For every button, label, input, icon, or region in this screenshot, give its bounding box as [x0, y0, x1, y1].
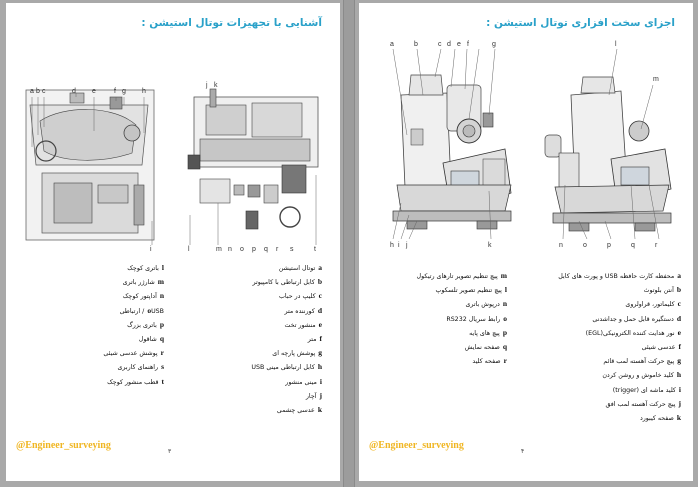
- callout-c: c: [438, 41, 442, 48]
- list-item: eمنشور تخت: [284, 319, 322, 329]
- page-gutter: [343, 0, 355, 487]
- list-item: jآچار: [305, 390, 322, 400]
- callout-f: f: [114, 88, 116, 95]
- callout-h: h: [390, 242, 394, 249]
- list-item: cکلیماتور، قراولروی: [625, 299, 681, 309]
- list-item: fمتر: [307, 333, 322, 343]
- document-page-left: [6, 3, 340, 481]
- callout-f: f: [467, 41, 469, 48]
- callout-t: t: [314, 246, 316, 253]
- carrying-case-figure: [24, 35, 160, 255]
- list-item: bکابل ارتباطی با کامپیوتر: [252, 277, 322, 287]
- list-item: pپیچ های پایه: [469, 327, 507, 337]
- list-item: sراهنمای کاربری: [117, 362, 164, 372]
- callout-n: n: [228, 246, 232, 253]
- callout-n: n: [559, 242, 563, 249]
- list-item: aتوتال استیشن: [278, 263, 322, 272]
- list-item: qصفحه نمایش: [464, 341, 507, 351]
- page-title: آشنایی با تجهیزات توتال استیشن :: [141, 17, 322, 29]
- list-item: pباتری بزرگ: [127, 319, 164, 329]
- list-item: hکابل ارتباطی مینی USB: [251, 362, 322, 372]
- callout-m: m: [653, 76, 659, 83]
- callout-d: d: [447, 41, 451, 48]
- list-item: oرابط سریال RS232: [446, 313, 507, 323]
- list-item: bآنتن بلوتوث: [643, 285, 681, 295]
- callout-k: k: [488, 242, 492, 249]
- callout-j: j: [206, 82, 208, 89]
- callout-g: g: [122, 88, 126, 95]
- page-number: ۴: [521, 448, 525, 455]
- list-item: rپوشش عدسی شیئی: [103, 348, 164, 358]
- page-title: اجزای سخت افزاری توتال استیشن :: [486, 17, 675, 29]
- document-page-right: [359, 3, 693, 481]
- callout-k: k: [214, 82, 218, 89]
- list-item: kعدسی چشمی: [276, 404, 322, 414]
- list-item: dدستگیره قابل حمل و جداشدنی: [592, 313, 681, 323]
- callout-e: e: [92, 88, 96, 95]
- list-item: aمحفظه کارت حافظه USB و پورت های کابل: [558, 271, 681, 280]
- list-item: dکورننده متر: [284, 305, 322, 315]
- callout-q: q: [264, 246, 268, 253]
- callout-o: o: [240, 246, 244, 253]
- list-item: hکلید خاموش و روشن کردن: [602, 370, 681, 380]
- list-item: rصفحه کلید: [472, 356, 507, 366]
- callout-p: p: [252, 246, 256, 253]
- callout-l: l: [615, 41, 617, 48]
- callout-e: e: [457, 41, 461, 48]
- list-item: eنور هدایت کننده الکترونیکی(EGL): [585, 327, 681, 337]
- callout-o: o: [583, 242, 587, 249]
- callout-l: l: [188, 246, 190, 253]
- list-item: jپیچ حرکت آهسته لمب افق: [605, 398, 681, 408]
- callout-i: i: [150, 246, 152, 253]
- callout-s: s: [290, 246, 294, 253]
- list-item: fعدسی شیئی: [641, 341, 681, 351]
- list-item: iمینی منشور: [285, 376, 322, 386]
- page-number: ۳: [168, 448, 172, 455]
- list-item: kصفحه کیبورد: [639, 412, 681, 422]
- callout-g: g: [492, 41, 496, 48]
- total-station-rear-figure: [535, 35, 681, 255]
- legend-list-right: [251, 261, 322, 417]
- list-item: gپوشش پارچه ای: [272, 348, 322, 358]
- list-item: gپیچ حرکت آهسته لمب قائم: [603, 356, 681, 366]
- list-item: mشارژر باتری: [122, 277, 164, 287]
- callout-d: d: [72, 88, 76, 95]
- author-handle: @Engineer_surveying: [369, 440, 464, 451]
- list-item: oUSB/ ارتباطی: [119, 305, 164, 315]
- callout-b: b: [36, 88, 40, 95]
- list-item: iکلید ماشه ای (trigger): [612, 384, 681, 394]
- callout-m: m: [216, 246, 222, 253]
- callout-a: a: [390, 41, 394, 48]
- total-station-front-figure: [371, 35, 517, 255]
- callout-r: r: [276, 246, 279, 253]
- callout-j: j: [406, 242, 408, 249]
- list-item: lباتری کوچک: [127, 263, 164, 272]
- callout-h: h: [142, 88, 146, 95]
- list-item: nدرپوش باتری: [465, 299, 507, 309]
- callout-a: a: [30, 88, 34, 95]
- list-item: nآداپتور کوچک: [122, 291, 164, 301]
- callout-c: c: [42, 88, 46, 95]
- legend-list-right: [558, 269, 681, 425]
- list-item: tقطب منشور کوچک: [107, 376, 164, 386]
- callout-p: p: [607, 242, 611, 249]
- list-item: qشاقول: [138, 333, 164, 343]
- accessories-figure: [186, 35, 326, 255]
- list-item: cکلیپ در حباب: [279, 291, 322, 301]
- list-item: mپیچ تنظیم تصویر تارهای رتیکول: [416, 271, 507, 280]
- legend-list-left: [417, 269, 507, 368]
- callout-i: i: [398, 242, 400, 249]
- legend-list-left: [103, 261, 164, 389]
- callout-q: q: [631, 242, 635, 249]
- list-item: lپیچ تنظیم تصویر تلسکوپ: [435, 285, 507, 295]
- author-handle: @Engineer_surveying: [16, 440, 111, 451]
- callout-r: r: [655, 242, 658, 249]
- callout-b: b: [414, 41, 418, 48]
